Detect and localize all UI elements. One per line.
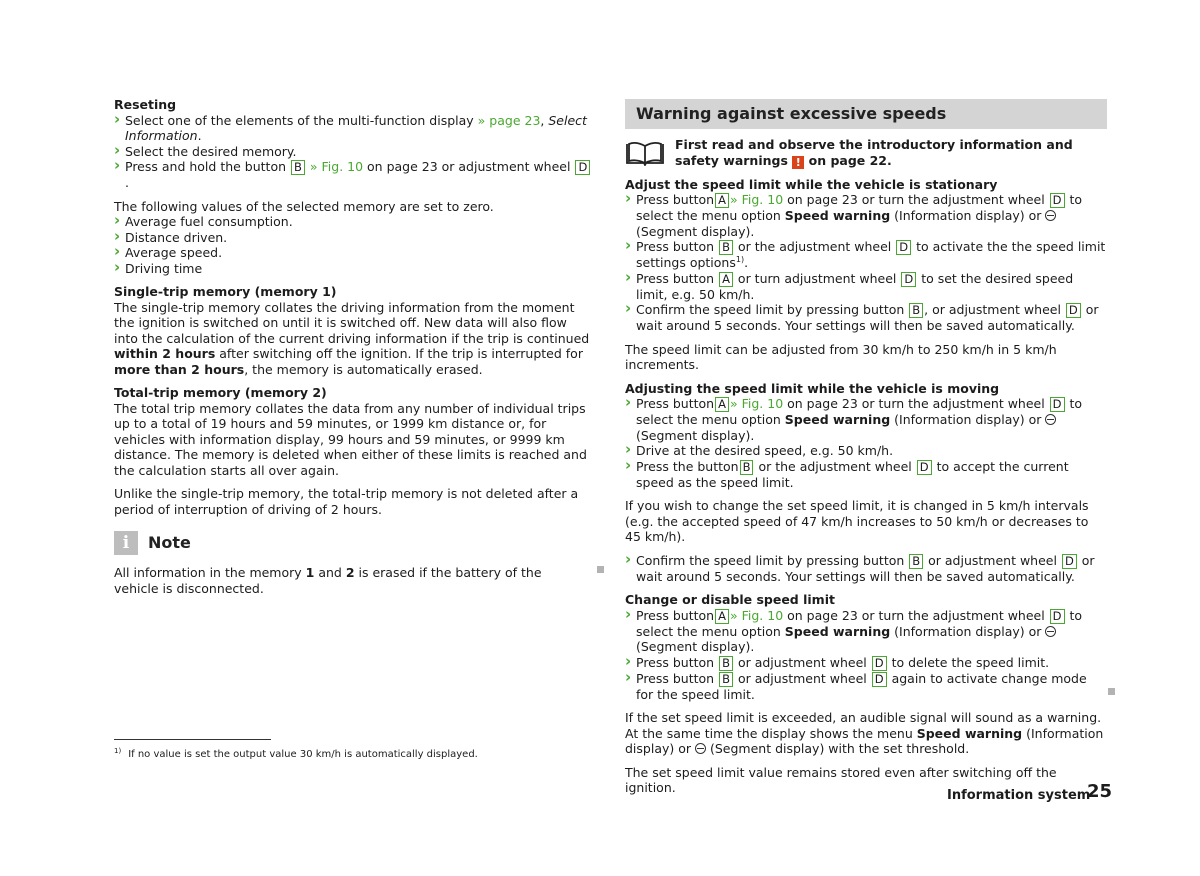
left-column	[114, 97, 592, 596]
step-text: Confirm the speed limit by pressing button	[636, 552, 909, 568]
moving-step-2: › Drive at the desired speed, e.g. 50 km/h.	[625, 443, 1107, 459]
step-text: to select the menu option	[636, 192, 1083, 223]
step-text: to set the desired speed limit, e.g. 50 km/h.	[636, 270, 1074, 302]
segment-display-icon	[1045, 626, 1056, 637]
body-text: is erased if the battery of the vehicle is disconnected.	[114, 565, 542, 596]
zero-values-intro: The following values of the selected memory are set to zero.	[114, 198, 494, 214]
step-text: or adjustment wheel	[733, 670, 871, 686]
step-text: to accept the current speed as the speed limit.	[636, 458, 1069, 490]
reseting-step-3	[114, 159, 592, 191]
moving-step-1	[625, 396, 1107, 443]
page-link[interactable]: » page 23	[477, 112, 541, 128]
note-text	[114, 565, 592, 596]
step-text: (Segment display).	[636, 223, 755, 239]
wheel-d-key: D	[896, 240, 911, 255]
figure-link[interactable]: » Fig. 10	[729, 396, 784, 411]
step-text: , or adjustment wheel	[924, 302, 1065, 317]
range-text: The speed limit can be adjusted from 30 km/h to 250 km/h in 5 km/h increments.	[625, 341, 1057, 372]
step-text: or adjustment wheel	[924, 552, 1061, 568]
step-text: to select the menu option	[636, 396, 1083, 427]
intro-text-part: on page 22.	[804, 152, 892, 168]
step-text: to select the menu option	[636, 607, 1083, 639]
wheel-d-key: D	[1050, 193, 1065, 208]
total-trip-heading: Total-trip memory (memory 2)	[114, 385, 327, 400]
reseting-step-1	[114, 113, 592, 144]
button-b-key: B	[909, 303, 923, 318]
step-text: or the adjustment wheel	[733, 239, 896, 254]
emphasis: more than 2 hours	[114, 361, 245, 377]
wheel-d-key: D	[1062, 554, 1077, 569]
emphasis: 1	[305, 565, 315, 580]
step-text: on page 23 or turn the adjustment wheel	[783, 192, 1049, 207]
button-b-key: B	[909, 554, 923, 569]
step-text: Press the button	[636, 458, 739, 474]
step-text: Press button	[636, 270, 719, 286]
figure-link[interactable]: » Fig. 10	[729, 607, 784, 623]
step-text: or wait around 5 seconds. Your settings will then be saved automatically.	[636, 302, 1099, 333]
intro-block	[625, 137, 1107, 169]
single-trip-text	[114, 300, 592, 378]
warning-icon: !	[792, 156, 804, 169]
exceed-text	[625, 710, 1107, 757]
stationary-step-2	[625, 239, 1107, 271]
step-text: Press button	[636, 396, 715, 411]
stationary-heading: Adjust the speed limit while the vehicle is stationary	[625, 176, 998, 192]
single-trip-heading: Single-trip memory (memory 1)	[114, 284, 337, 299]
body-text: after switching off the ignition. If the trip is interrupted for	[215, 346, 583, 361]
step-text: (Information display) or	[890, 623, 1046, 639]
book-icon	[625, 140, 665, 166]
zero-item: › Average speed.	[114, 245, 592, 261]
page-number: 25	[1087, 781, 1113, 802]
step-text: or wait around 5 seconds. Your settings will then be saved automatically.	[636, 552, 1095, 584]
note-header	[114, 531, 592, 555]
step-text: Select one of the elements of the multi-function display	[125, 112, 478, 128]
step-text: .	[744, 255, 749, 270]
step-text: Press button	[636, 239, 719, 254]
step-text: Confirm the speed limit by pressing button	[636, 302, 909, 317]
menu-name: Speed warning	[784, 208, 891, 223]
step-text: Press button	[636, 670, 719, 686]
wheel-d-key: D	[1050, 609, 1065, 624]
figure-link[interactable]: » Fig. 10	[305, 159, 364, 174]
intro-text	[675, 137, 1107, 169]
step-text: Press button	[636, 607, 715, 623]
wheel-d-key: D	[901, 272, 916, 287]
step-text: on page 23 or adjustment wheel	[363, 159, 575, 174]
reseting-heading: Reseting	[114, 97, 177, 112]
total-trip-text: The total trip memory collates the data from any number of individual trips up to a total of 19 hours and 59 minutes, or 1999 km distance or, for vehicles with information display, 99 hours and 59 minutes, or 9999 km distance. The memory is deleted when either of these limits is reached and the calculation starts all over again.	[114, 400, 587, 478]
button-b-key: B	[291, 160, 305, 175]
button-a-key: A	[715, 397, 729, 412]
button-a-key: A	[715, 609, 729, 624]
body-text: and	[314, 565, 346, 580]
disable-step-1	[625, 608, 1107, 655]
wheel-d-key: D	[872, 672, 887, 687]
footer-section-label: Information system	[947, 788, 1091, 803]
stored-text: The set speed limit value remains stored even after switching off the ignition.	[625, 764, 1057, 795]
figure-link[interactable]: » Fig. 10	[729, 192, 784, 207]
body-text: (Segment display) with the set threshold.	[706, 741, 970, 756]
segment-display-icon	[1045, 210, 1056, 221]
button-a-key: A	[719, 272, 733, 287]
button-a-key: A	[715, 193, 729, 208]
button-b-key: B	[740, 460, 754, 475]
segment-display-icon	[1045, 414, 1056, 425]
step-text: .	[197, 128, 202, 143]
button-b-key: B	[719, 656, 733, 671]
body-text: All information in the memory	[114, 565, 306, 580]
wheel-d-key: D	[872, 656, 887, 671]
confirm-step	[625, 553, 1107, 585]
segment-display-icon	[695, 743, 706, 754]
menu-name: Speed warning	[784, 623, 891, 639]
step-text: to activate the the speed limit settings options	[636, 239, 1106, 270]
body-text: (Information display) or	[625, 725, 1104, 756]
stationary-step-4	[625, 302, 1107, 334]
change-text: If you wish to change the set speed limit, it is changed in 5 km/h intervals (e.g. the accepted speed of 47 km/h increases to 50 km/h or decreases to 45 km/h).	[625, 498, 1089, 544]
wheel-d-key: D	[1050, 397, 1065, 412]
step-text: to delete the speed limit.	[887, 654, 1050, 670]
footnote-number: 1)	[114, 746, 122, 755]
right-column	[625, 97, 1107, 796]
zero-item: › Distance driven.	[114, 230, 592, 246]
unlike-text: Unlike the single-trip memory, the total-trip memory is not deleted after a period of interruption of driving of 2 hours.	[114, 486, 579, 517]
menu-name: Speed warning	[916, 725, 1023, 741]
wheel-d-key: D	[575, 160, 590, 175]
step-text: (Information display) or	[890, 412, 1046, 427]
step-text: or turn adjustment wheel	[733, 270, 901, 286]
step-text: on page 23 or turn the adjustment wheel	[783, 607, 1049, 623]
step-text: Press button	[636, 654, 719, 670]
section-end-marker	[597, 566, 604, 573]
step-text: (Segment display).	[636, 427, 755, 443]
step-text: (Segment display).	[636, 639, 755, 654]
moving-heading: Adjusting the speed limit while the vehicle is moving	[625, 380, 1000, 396]
footnote-ref[interactable]: 1)	[735, 254, 745, 264]
zero-item: › Driving time	[114, 261, 592, 277]
intro-text-part: First read and observe the introductory information and safety warnings	[675, 137, 1073, 168]
section-title: Warning against excessive speeds	[625, 99, 1107, 129]
body-text: The single-trip memory collates the driving information from the moment the ignition is switched on until it is switched off. New data will also flow into the calculation of the current driving information if the trip is continued	[114, 299, 590, 346]
stationary-step-1	[625, 192, 1107, 239]
disable-step-2	[625, 655, 1107, 671]
stationary-step-3	[625, 271, 1107, 303]
section-end-marker	[1108, 688, 1115, 695]
button-b-key: B	[719, 672, 733, 687]
step-text: or adjustment wheel	[733, 654, 871, 670]
step-text: (Information display) or	[890, 208, 1046, 223]
step-text: Press and hold the button	[125, 159, 291, 174]
footnote-text: If no value is set the output value 30 km/h is automatically displayed.	[128, 749, 478, 760]
menu-name: Speed warning	[784, 412, 891, 427]
button-b-key: B	[719, 240, 733, 255]
body-text: If the set speed limit is exceeded, an audible signal will sound as a warning. At the same time the display shows the menu	[625, 710, 1102, 741]
step-text: on page 23 or turn the adjustment wheel	[783, 396, 1049, 411]
zero-item: › Average fuel consumption.	[114, 214, 592, 230]
disable-step-3	[625, 671, 1107, 703]
note-title: Note	[148, 533, 191, 553]
footnote	[114, 748, 478, 761]
reseting-step-2: › Select the desired memory.	[114, 144, 592, 160]
menu-name: Select Information	[125, 112, 587, 143]
emphasis: 2	[345, 565, 355, 580]
body-text: , the memory is automatically erased.	[244, 361, 483, 377]
emphasis: within 2 hours	[114, 346, 216, 361]
step-text: or the adjustment wheel	[754, 458, 916, 474]
step-text: Press button	[636, 192, 715, 207]
info-icon: i	[114, 531, 138, 555]
wheel-d-key: D	[1066, 303, 1081, 318]
step-text: again to activate change mode for the speed limit.	[636, 670, 1087, 702]
step-text: ,	[540, 112, 549, 128]
wheel-d-key: D	[917, 460, 932, 475]
disable-heading: Change or disable speed limit	[625, 592, 835, 607]
footnote-divider	[114, 739, 271, 740]
moving-step-3	[625, 459, 1107, 491]
step-text: .	[125, 175, 129, 190]
